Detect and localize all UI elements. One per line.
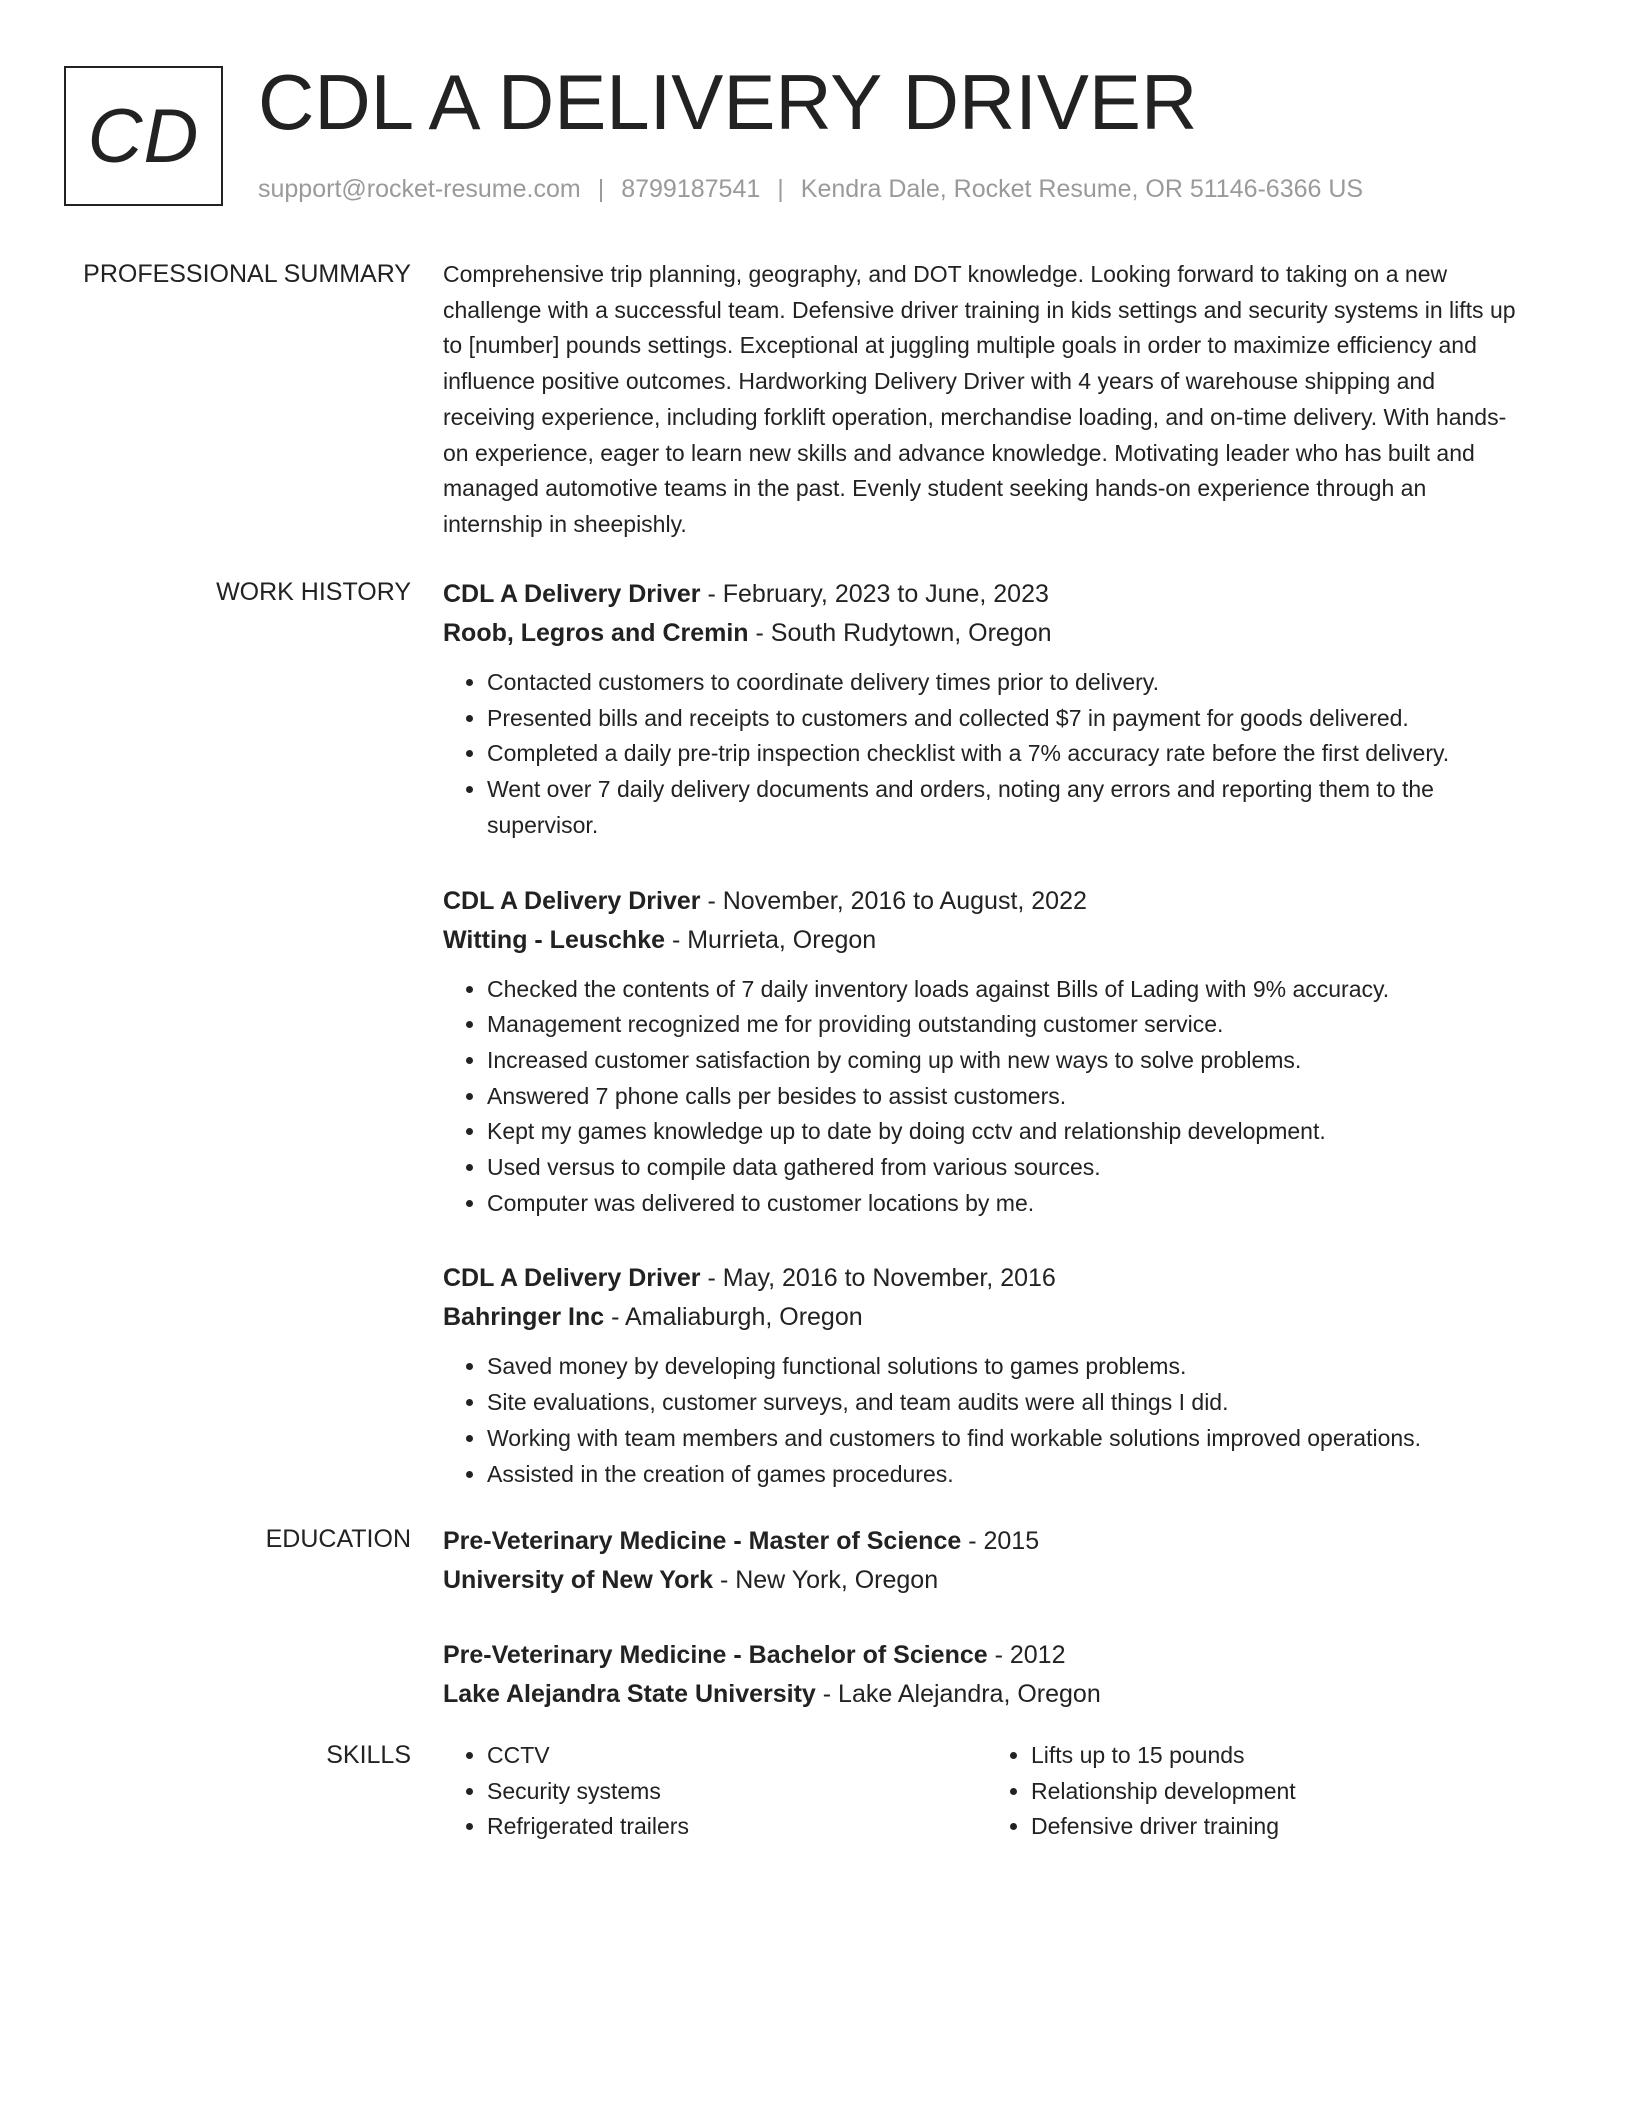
monogram: CD [64,66,223,206]
section-label-education: EDUCATION [265,1525,411,1553]
job-bullet: • Increased customer satisfaction by coming up with new ways to solve problems. [487,1043,1523,1079]
job-title: CDL A Delivery Driver [443,886,701,915]
education-year: - 2015 [961,1527,1040,1555]
job-entry [443,575,1523,844]
skill-item: • CCTV [487,1738,987,1774]
job-bullet: • Presented bills and receipts to customers and collected $7 in payment for goods delivered. [487,701,1523,737]
job-bullets [443,1349,1523,1492]
page-title: CDL A DELIVERY DRIVER [258,58,1198,146]
job-location: - Amaliaburgh, Oregon [604,1303,863,1332]
education-year: - 2012 [987,1641,1066,1669]
job-bullet: • Working with team members and customers to find workable solutions improved operations. [487,1421,1523,1457]
job-location: - Murrieta, Oregon [665,925,877,954]
job-bullets [443,665,1523,844]
job-entry [443,882,1523,1222]
skill-item: • Security systems [487,1774,987,1810]
skills-column [987,1738,1531,1845]
job-bullets [443,972,1523,1222]
skill-item: • Defensive driver training [1031,1809,1531,1845]
job-company: Bahringer Inc [443,1303,605,1332]
skills-column [443,1738,987,1845]
job-company: Witting - Leuschke [443,925,666,954]
job-location: - South Rudytown, Oregon [748,619,1052,647]
job-bullet: • Went over 7 daily delivery documents and orders, noting any errors and reporting them to the supervisor. [487,772,1523,843]
job-bullet: • Contacted customers to coordinate delivery times prior to delivery. [487,665,1523,701]
section-label-skills: SKILLS [326,1741,411,1769]
job-title-line [443,1259,1523,1298]
job-company-line [443,921,1523,960]
skill-item: • Lifts up to 15 pounds [1031,1738,1531,1774]
job-bullet: • Completed a daily pre-trip inspection checklist with a 7% accuracy rate before the first delivery. [487,736,1523,772]
job-bullet: • Answered 7 phone calls per besides to assist customers. [487,1079,1523,1115]
job-bullet: • Management recognized me for providing outstanding customer service. [487,1007,1523,1043]
contact-separator: | [777,175,784,203]
contact-phone: 8799187541 [621,175,761,203]
job-bullet: • Computer was delivered to customer locations by me. [487,1186,1523,1222]
job-company-line [443,1298,1523,1337]
education-entry [443,1522,1523,1600]
education-degree-line [443,1636,1523,1675]
job-bullet: • Saved money by developing functional solutions to games problems. [487,1349,1523,1385]
education-school-line [443,1561,1523,1600]
job-bullet: • Checked the contents of 7 daily inventory loads against Bills of Lading with 9% accuracy. [487,972,1523,1008]
job-entry [443,1259,1523,1492]
job-bullet: • Assisted in the creation of games procedures. [487,1457,1523,1493]
skills-grid [443,1738,1543,1845]
job-title: CDL A Delivery Driver [443,1264,701,1293]
education-location: - New York, Oregon [713,1566,939,1594]
education-degree: Pre-Veterinary Medicine - Bachelor of Science [443,1641,988,1669]
education-location: - Lake Alejandra, Oregon [815,1680,1101,1708]
job-dates: - November, 2016 to August, 2022 [700,886,1087,915]
job-title-line [443,575,1523,614]
job-bullet: • Site evaluations, customer surveys, and team audits were all things I did. [487,1385,1523,1421]
skill-item: • Refrigerated trailers [487,1809,987,1845]
job-dates: - May, 2016 to November, 2016 [700,1264,1056,1293]
job-bullet: • Used versus to compile data gathered from various sources. [487,1150,1523,1186]
education-school: Lake Alejandra State University [443,1680,816,1708]
skill-item: • Relationship development [1031,1774,1531,1810]
education-degree: Pre-Veterinary Medicine - Master of Science [443,1527,962,1555]
job-title: CDL A Delivery Driver [443,580,701,608]
contact-line [258,172,1363,206]
education-degree-line [443,1522,1523,1561]
education-school-line [443,1675,1523,1714]
job-dates: - February, 2023 to June, 2023 [700,580,1049,608]
job-company-line [443,614,1523,653]
contact-email: support@rocket-resume.com [258,175,581,203]
contact-separator: | [597,175,605,203]
job-title-line [443,882,1523,921]
job-company: Roob, Legros and Cremin [443,619,749,647]
contact-address: Kendra Dale, Rocket Resume, OR 51146-6366 US [800,175,1364,203]
summary-text: Comprehensive trip planning, geography, and DOT knowledge. Looking forward to taking on a new challenge with a successful team. Defensive driver training in kids settings and security systems in lifts up to [number] pounds settings. Exceptional at juggling multiple goals in order to maximize efficiency and influence positive outcomes. Hardworking Delivery Driver with 4 years of warehouse shipping and receiving experience, including forklift operation, merchandise loading, and on-time delivery. With hands-on experience, eager to learn new skills and advance knowledge. Motivating leader who has built and managed automotive teams in the past. Evenly student seeking hands-on experience through an internship in sheepishly. [443,261,1516,537]
education-school: University of New York [443,1566,713,1594]
education-entry [443,1636,1523,1714]
job-bullet: • Kept my games knowledge up to date by doing cctv and relationship development. [487,1114,1523,1150]
section-label-summary: PROFESSIONAL SUMMARY [83,260,411,288]
section-label-work-history: WORK HISTORY [216,578,411,606]
